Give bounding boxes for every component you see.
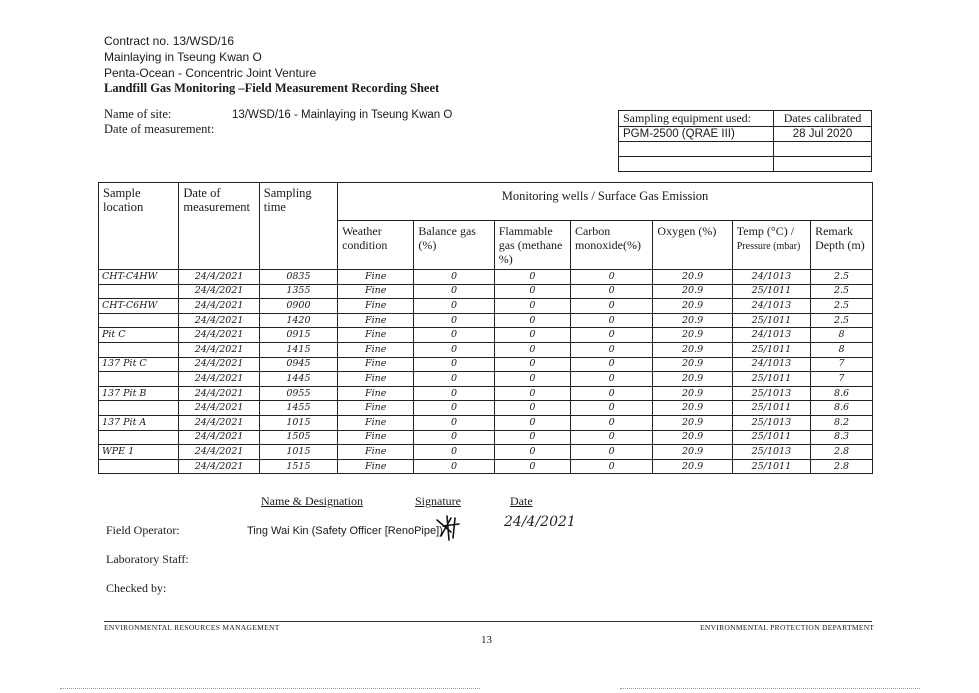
flammable-gas-cell: 0 (494, 372, 570, 387)
temp-pressure-header (732, 221, 810, 270)
depth-cell: 2.8 (811, 459, 873, 474)
weather-cell: Fine (338, 313, 414, 328)
time-cell: 0955 (259, 386, 337, 401)
calibration-date-cell: 28 Jul 2020 (774, 127, 872, 142)
time-cell: 1445 (259, 372, 337, 387)
carbon-monoxide-cell: 0 (570, 430, 652, 445)
temp-pressure-cell: 25/1013 (732, 445, 810, 460)
temp-pressure-cell: 25/1011 (732, 401, 810, 416)
table-row (99, 445, 873, 460)
oxygen-cell: 20.9 (653, 430, 732, 445)
field-operator-name: Ting Wai Kin (Safety Officer [RenoPipe]) (247, 525, 443, 537)
checked-by-label: Checked by: (106, 581, 167, 595)
flammable-gas-cell: 0 (494, 342, 570, 357)
temp-pressure-cell: 25/1011 (732, 284, 810, 299)
table-row (99, 299, 873, 314)
measurement-table (98, 182, 873, 474)
location-cell: Pit C (99, 328, 179, 343)
location-cell (99, 401, 179, 416)
temp-pressure-cell: 24/1013 (732, 270, 810, 285)
temp-pressure-cell: 25/1011 (732, 372, 810, 387)
temp-pressure-cell: 25/1011 (732, 430, 810, 445)
table-row (99, 270, 873, 285)
signature-mark-icon (433, 512, 467, 542)
weather-cell: Fine (338, 299, 414, 314)
scan-artifact-right (620, 688, 920, 689)
table-row (99, 401, 873, 416)
weather-cell: Fine (338, 328, 414, 343)
depth-cell: 2.5 (811, 299, 873, 314)
signature-header: Signature (415, 494, 461, 508)
temp-pressure-cell: 25/1011 (732, 459, 810, 474)
temp-header-label: Temp (°C) / (736, 224, 795, 238)
time-cell: 0900 (259, 299, 337, 314)
location-cell: CHT-C6HW (99, 299, 179, 314)
oxygen-cell: 20.9 (653, 299, 732, 314)
oxygen-cell: 20.9 (653, 445, 732, 460)
oxygen-cell: 20.9 (653, 459, 732, 474)
table-row (99, 430, 873, 445)
date-cell: 24/4/2021 (179, 299, 259, 314)
time-cell: 0835 (259, 270, 337, 285)
flammable-gas-cell: 0 (494, 401, 570, 416)
depth-cell: 8.3 (811, 430, 873, 445)
temp-pressure-cell: 24/1013 (732, 328, 810, 343)
carbon-monoxide-cell: 0 (570, 342, 652, 357)
table-row (99, 415, 873, 430)
depth-cell: 2.5 (811, 270, 873, 285)
flammable-gas-cell: 0 (494, 270, 570, 285)
sample-location-header: Sample location (99, 183, 179, 270)
depth-cell: 8 (811, 328, 873, 343)
field-operator-date: 24/4/2021 (504, 514, 576, 530)
contractor-name: Penta-Ocean - Concentric Joint Venture (104, 66, 317, 80)
carbon-monoxide-cell: 0 (570, 386, 652, 401)
balance-gas-cell: 0 (414, 357, 494, 372)
flammable-gas-cell: 0 (494, 357, 570, 372)
table-row (99, 357, 873, 372)
footer-rule (104, 621, 872, 622)
depth-cell: 8.6 (811, 386, 873, 401)
depth-cell: 8.2 (811, 415, 873, 430)
footer-right: ENVIRONMENTAL PROTECTION DEPARTMENT (700, 623, 875, 632)
dates-calibrated-header: Dates calibrated (774, 111, 872, 127)
date-cell: 24/4/2021 (179, 372, 259, 387)
date-cell: 24/4/2021 (179, 284, 259, 299)
sheet-title: Landfill Gas Monitoring –Field Measurement Recording Sheet (104, 81, 440, 95)
site-name-value: 13/WSD/16 - Mainlaying in Tseung Kwan O (232, 109, 453, 121)
table-row (99, 459, 873, 474)
oxygen-cell: 20.9 (653, 328, 732, 343)
flammable-gas-cell: 0 (494, 386, 570, 401)
date-cell: 24/4/2021 (179, 357, 259, 372)
weather-cell: Fine (338, 342, 414, 357)
oxygen-header: Oxygen (%) (653, 221, 732, 270)
date-cell: 24/4/2021 (179, 386, 259, 401)
depth-cell: 7 (811, 372, 873, 387)
monitoring-group-header: Monitoring wells / Surface Gas Emission (338, 183, 873, 221)
temp-pressure-cell: 25/1011 (732, 313, 810, 328)
date-of-measurement-header: Date of measurement (179, 183, 259, 270)
flammable-gas-cell: 0 (494, 299, 570, 314)
balance-gas-cell: 0 (414, 270, 494, 285)
remark-depth-header: Remark Depth (m) (811, 221, 873, 270)
field-operator-label: Field Operator: (106, 523, 180, 537)
contract-number: Contract no. 13/WSD/16 (104, 34, 235, 48)
weather-cell: Fine (338, 445, 414, 460)
table-row (99, 386, 873, 401)
calibration-date-cell (774, 157, 872, 172)
flammable-gas-cell: 0 (494, 328, 570, 343)
location-cell (99, 313, 179, 328)
weather-cell: Fine (338, 415, 414, 430)
flammable-gas-cell: 0 (494, 430, 570, 445)
date-cell: 24/4/2021 (179, 342, 259, 357)
weather-cell: Fine (338, 357, 414, 372)
depth-cell: 7 (811, 357, 873, 372)
depth-cell: 2.8 (811, 445, 873, 460)
balance-gas-cell: 0 (414, 459, 494, 474)
location-cell: 137 Pit C (99, 357, 179, 372)
carbon-monoxide-cell: 0 (570, 459, 652, 474)
balance-gas-cell: 0 (414, 284, 494, 299)
equipment-header: Sampling equipment used: (619, 111, 774, 127)
oxygen-cell: 20.9 (653, 401, 732, 416)
temp-pressure-cell: 25/1013 (732, 386, 810, 401)
table-row (99, 372, 873, 387)
depth-cell: 2.5 (811, 284, 873, 299)
table-row (99, 342, 873, 357)
balance-gas-cell: 0 (414, 299, 494, 314)
depth-cell: 8.6 (811, 401, 873, 416)
balance-gas-cell: 0 (414, 328, 494, 343)
location-cell (99, 342, 179, 357)
balance-gas-cell: 0 (414, 342, 494, 357)
table-row (99, 284, 873, 299)
laboratory-staff-label: Laboratory Staff: (106, 552, 189, 566)
location-cell: WPE 1 (99, 445, 179, 460)
oxygen-cell: 20.9 (653, 313, 732, 328)
temp-pressure-cell: 24/1013 (732, 299, 810, 314)
time-cell: 1015 (259, 445, 337, 460)
carbon-monoxide-cell: 0 (570, 284, 652, 299)
date-cell: 24/4/2021 (179, 430, 259, 445)
temp-pressure-cell: 25/1011 (732, 342, 810, 357)
balance-gas-cell: 0 (414, 445, 494, 460)
weather-cell: Fine (338, 372, 414, 387)
table-row (99, 313, 873, 328)
location-cell (99, 372, 179, 387)
time-cell: 1420 (259, 313, 337, 328)
weather-cell: Fine (338, 270, 414, 285)
flammable-gas-header: Flammable gas (methane %) (494, 221, 570, 270)
date-cell: 24/4/2021 (179, 328, 259, 343)
carbon-monoxide-cell: 0 (570, 270, 652, 285)
measurement-rows (99, 270, 873, 474)
temp-pressure-cell: 24/1013 (732, 357, 810, 372)
flammable-gas-cell: 0 (494, 415, 570, 430)
depth-cell: 8 (811, 342, 873, 357)
date-header: Date (510, 494, 533, 508)
carbon-monoxide-cell: 0 (570, 415, 652, 430)
sampling-time-header: Sampling time (259, 183, 337, 270)
carbon-monoxide-cell: 0 (570, 372, 652, 387)
site-name-label: Name of site: (104, 107, 172, 121)
oxygen-cell: 20.9 (653, 372, 732, 387)
oxygen-cell: 20.9 (653, 342, 732, 357)
time-cell: 1455 (259, 401, 337, 416)
carbon-monoxide-cell: 0 (570, 313, 652, 328)
weather-header: Weather condition (338, 221, 414, 270)
time-cell: 1415 (259, 342, 337, 357)
pressure-header-label: Pressure (mbar) (736, 241, 801, 252)
time-cell: 1505 (259, 430, 337, 445)
weather-cell: Fine (338, 401, 414, 416)
oxygen-cell: 20.9 (653, 386, 732, 401)
location-cell (99, 459, 179, 474)
carbon-monoxide-cell: 0 (570, 299, 652, 314)
date-cell: 24/4/2021 (179, 445, 259, 460)
depth-cell: 2.5 (811, 313, 873, 328)
flammable-gas-cell: 0 (494, 445, 570, 460)
balance-gas-cell: 0 (414, 401, 494, 416)
project-name: Mainlaying in Tseung Kwan O (104, 50, 262, 64)
date-cell: 24/4/2021 (179, 313, 259, 328)
equipment-table (618, 110, 872, 172)
equipment-cell (619, 142, 774, 157)
oxygen-cell: 20.9 (653, 270, 732, 285)
location-cell (99, 430, 179, 445)
equipment-cell: PGM-2500 (QRAE III) (619, 127, 774, 142)
weather-cell: Fine (338, 284, 414, 299)
footer-left: ENVIRONMENTAL RESOURCES MANAGEMENT (104, 623, 280, 632)
date-cell: 24/4/2021 (179, 459, 259, 474)
weather-cell: Fine (338, 430, 414, 445)
time-cell: 1015 (259, 415, 337, 430)
flammable-gas-cell: 0 (494, 313, 570, 328)
name-designation-header: Name & Designation (261, 494, 363, 508)
oxygen-cell: 20.9 (653, 357, 732, 372)
balance-gas-cell: 0 (414, 313, 494, 328)
time-cell: 0915 (259, 328, 337, 343)
weather-cell: Fine (338, 459, 414, 474)
flammable-gas-cell: 0 (494, 284, 570, 299)
flammable-gas-cell: 0 (494, 459, 570, 474)
date-cell: 24/4/2021 (179, 401, 259, 416)
location-cell: 137 Pit A (99, 415, 179, 430)
location-cell: 137 Pit B (99, 386, 179, 401)
time-cell: 1355 (259, 284, 337, 299)
temp-pressure-cell: 25/1013 (732, 415, 810, 430)
balance-gas-header: Balance gas (%) (414, 221, 494, 270)
balance-gas-cell: 0 (414, 415, 494, 430)
balance-gas-cell: 0 (414, 430, 494, 445)
location-cell: CHT-C4HW (99, 270, 179, 285)
calibration-date-cell (774, 142, 872, 157)
carbon-monoxide-cell: 0 (570, 445, 652, 460)
weather-cell: Fine (338, 386, 414, 401)
carbon-monoxide-cell: 0 (570, 401, 652, 416)
date-cell: 24/4/2021 (179, 415, 259, 430)
carbon-monoxide-cell: 0 (570, 328, 652, 343)
scan-artifact-left (60, 688, 480, 689)
time-cell: 0945 (259, 357, 337, 372)
date-cell: 24/4/2021 (179, 270, 259, 285)
table-row (99, 328, 873, 343)
carbon-monoxide-cell: 0 (570, 357, 652, 372)
equipment-cell (619, 157, 774, 172)
location-cell (99, 284, 179, 299)
page-number: 13 (481, 634, 492, 646)
date-of-measurement-label: Date of measurement: (104, 122, 215, 136)
carbon-monoxide-header: Carbon monoxide(%) (570, 221, 652, 270)
oxygen-cell: 20.9 (653, 415, 732, 430)
oxygen-cell: 20.9 (653, 284, 732, 299)
time-cell: 1515 (259, 459, 337, 474)
balance-gas-cell: 0 (414, 386, 494, 401)
balance-gas-cell: 0 (414, 372, 494, 387)
